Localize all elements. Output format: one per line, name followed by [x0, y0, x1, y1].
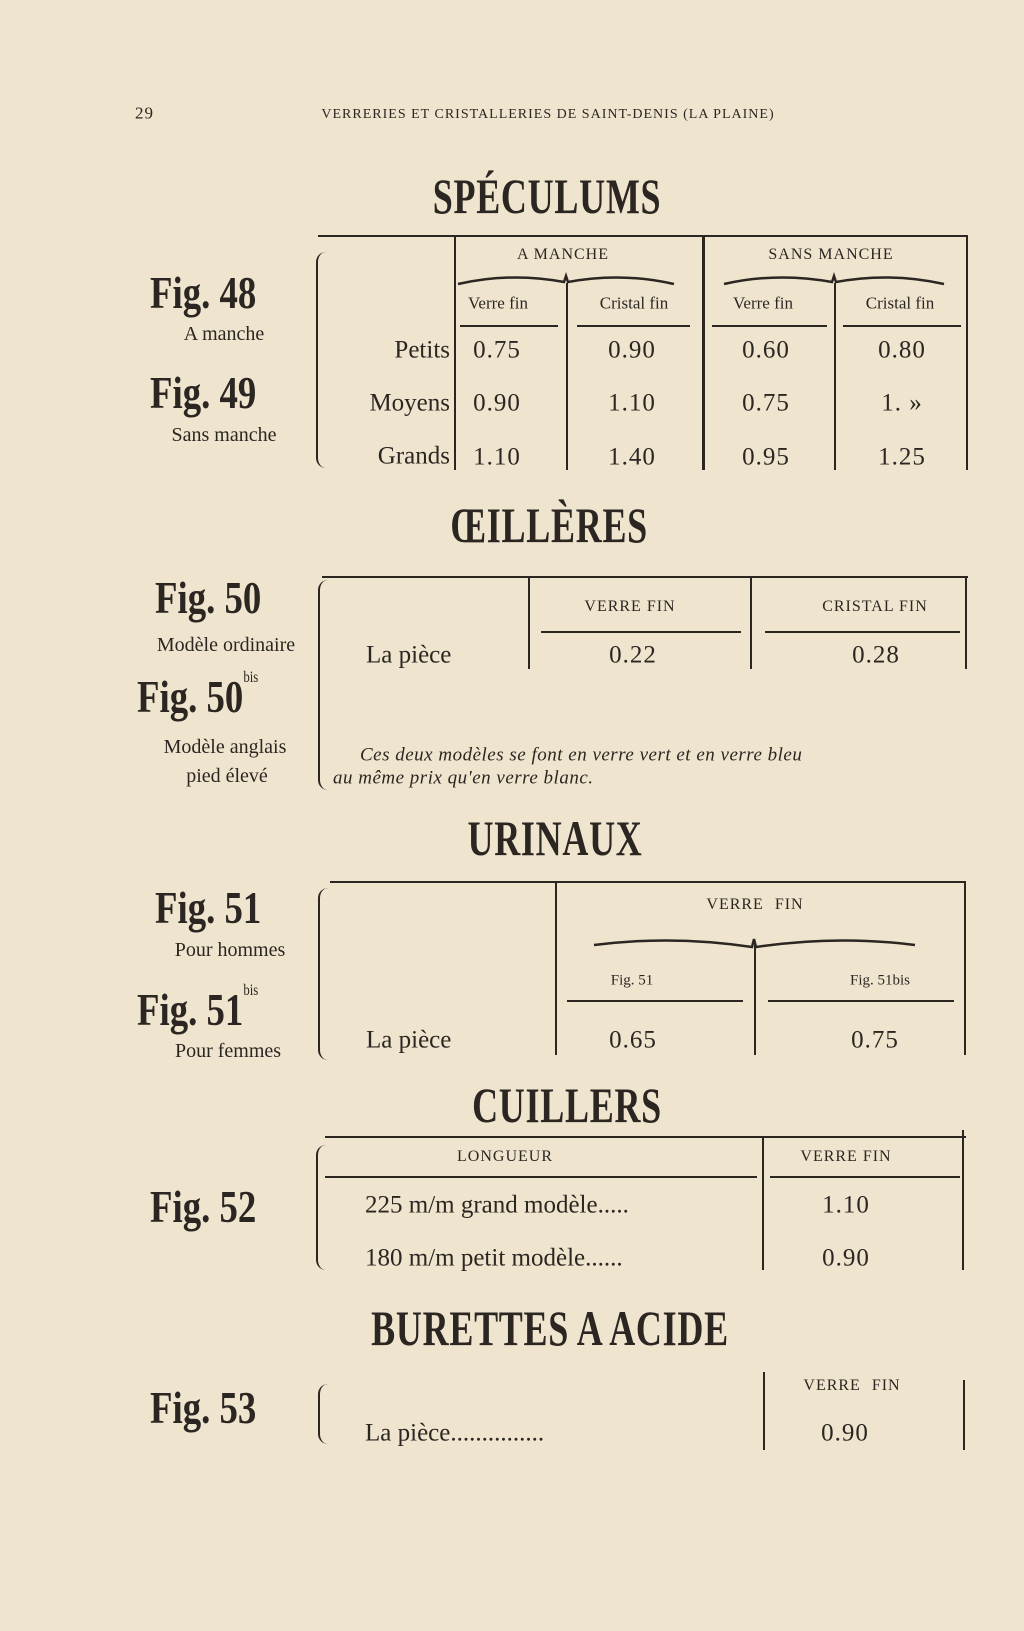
price-cell: 0.90 — [608, 336, 656, 364]
column-header: CRISTAL FIN — [822, 598, 928, 615]
price-cell: 0.80 — [878, 336, 926, 364]
brace-ornament — [592, 935, 917, 953]
running-title: VERRERIES ET CRISTALLERIES DE SAINT-DENIS (LA PLAINE) — [321, 107, 775, 122]
price-cell: 0.22 — [609, 641, 657, 669]
price-cell: 0.75 — [851, 1026, 899, 1054]
row-label: Moyens — [369, 389, 450, 417]
price-cell: 1.10 — [608, 389, 656, 417]
price-cell: 0.95 — [742, 443, 790, 471]
row-label: 225 m/m grand modèle..... — [365, 1191, 629, 1219]
fig-51bis-caption: Pour femmes — [174, 1040, 282, 1062]
column-group-a-manche: A MANCHE — [516, 246, 610, 263]
column-header: LONGUEUR — [457, 1148, 553, 1165]
price-cell: 0.65 — [609, 1026, 657, 1054]
row-label: 180 m/m petit modèle...... — [365, 1244, 623, 1272]
fig-number: Fig. 51 — [137, 984, 244, 1035]
row-label: Grands — [377, 442, 450, 470]
row-label: La pièce — [366, 1026, 452, 1054]
price-cell: 0.60 — [742, 336, 790, 364]
brace-ornament — [456, 272, 676, 288]
row-label: La pièce — [366, 641, 452, 669]
fig-suffix: bis — [243, 982, 259, 999]
column-group-verre-fin: VERRE FIN — [706, 896, 804, 913]
price-cell: 1.40 — [608, 443, 656, 471]
row-label: La pièce............... — [365, 1419, 545, 1447]
column-header: VERRE FIN — [800, 1148, 892, 1165]
fig-50bis-label — [137, 669, 259, 722]
fig-51-label: Fig. 51 — [155, 882, 262, 933]
subcolumn-header: Fig. 51bis — [849, 972, 911, 989]
fig-suffix: bis — [243, 669, 259, 686]
column-header: VERRE FIN — [584, 598, 676, 615]
price-cell: 1. » — [881, 389, 923, 417]
fig-53-label: Fig. 53 — [150, 1382, 257, 1433]
brace — [316, 1145, 326, 1270]
fig-50bis-caption: Modèle anglais — [163, 736, 287, 758]
brace — [318, 1384, 328, 1444]
price-cell: 1.10 — [822, 1191, 870, 1219]
fig-50bis-caption-2: pied élevé — [186, 765, 268, 787]
fig-52-label: Fig. 52 — [150, 1181, 257, 1232]
section-title-speculums: SPÉCULUMS — [432, 168, 662, 224]
subcolumn-header: Verre fin — [733, 293, 793, 313]
page-number: 29 — [135, 103, 154, 123]
brace — [316, 252, 326, 468]
subcolumn-header: Cristal fin — [599, 293, 669, 313]
price-cell: 1.10 — [473, 443, 521, 471]
subcolumn-header: Verre fin — [468, 293, 528, 313]
fig-50-caption: Modèle ordinaire — [156, 634, 296, 656]
subcolumn-header: Cristal fin — [865, 293, 935, 313]
fig-number: Fig. 50 — [137, 671, 244, 722]
fig-51bis-label — [137, 982, 259, 1035]
section-title-cuillers: CUILLERS — [472, 1077, 662, 1133]
price-cell: 0.90 — [822, 1244, 870, 1272]
brace — [318, 888, 328, 1060]
brace — [318, 580, 328, 790]
price-cell: 0.90 — [821, 1419, 869, 1447]
price-cell: 0.75 — [473, 336, 521, 364]
fig-49-label: Fig. 49 — [150, 367, 257, 418]
fig-51-caption: Pour hommes — [174, 939, 286, 961]
note-line-2: au même prix qu'en verre blanc. — [333, 767, 594, 789]
section-title-burettes: BURETTES A ACIDE — [371, 1300, 729, 1356]
price-cell: 0.75 — [742, 389, 790, 417]
fig-48-label: Fig. 48 — [150, 267, 257, 318]
fig-49-caption: Sans manche — [171, 424, 277, 446]
subcolumn-header: Fig. 51 — [610, 972, 654, 989]
section-title-oeilleres: ŒILLÈRES — [450, 497, 648, 553]
row-label: Petits — [394, 336, 450, 364]
column-header: VERRE FIN — [803, 1377, 901, 1394]
column-group-sans-manche: SANS MANCHE — [768, 246, 894, 263]
brace-ornament — [722, 272, 947, 288]
section-title-urinaux: URINAUX — [467, 810, 643, 866]
note-line-1: Ces deux modèles se font en verre vert et en verre bleu — [360, 744, 803, 766]
fig-50-label: Fig. 50 — [155, 572, 262, 623]
price-cell: 0.28 — [852, 641, 900, 669]
price-cell: 1.25 — [878, 443, 926, 471]
price-cell: 0.90 — [473, 389, 521, 417]
fig-48-caption: A manche — [183, 323, 265, 345]
